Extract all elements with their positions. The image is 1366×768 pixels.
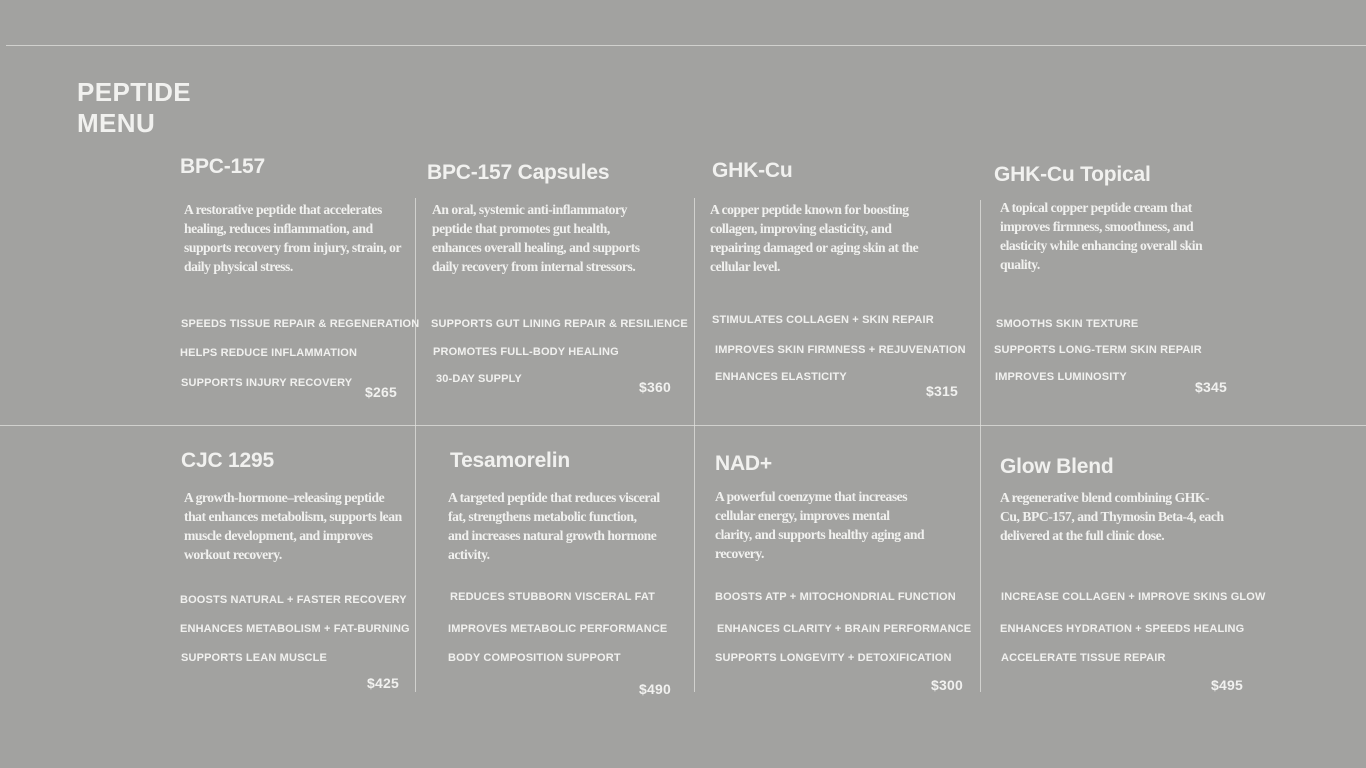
product-feature: ENHANCES CLARITY + BRAIN PERFORMANCE [717,623,972,635]
product-feature: IMPROVES SKIN FIRMNESS + REJUVENATION [715,344,966,356]
product-description: A targeted peptide that reduces visceral fat, strengthens metabolic function, and increases natural growth hormone activity. [448,490,660,562]
product-name: GHK-Cu [712,159,793,182]
product-feature: ENHANCES HYDRATION + SPEEDS HEALING [1000,623,1245,635]
product-feature: SMOOTHS SKIN TEXTURE [996,318,1139,330]
product-description: A copper peptide known for boosting collagen, improving elasticity, and repairing damaged or aging skin at the cellular level. [710,202,919,274]
product-feature: BOOSTS NATURAL + FASTER RECOVERY [180,594,407,606]
product-feature: ENHANCES ELASTICITY [715,371,847,383]
page-title-line: PEPTIDE [77,77,192,107]
page-title-line: MENU [77,108,156,138]
product-feature: SUPPORTS LONGEVITY + DETOXIFICATION [715,652,952,664]
product-name: NAD+ [715,452,772,475]
product-price: $360 [639,379,671,395]
product-description: A restorative peptide that accelerates healing, reduces inflammation, and supports recovery from injury, strain, or daily physical stress. [184,202,401,274]
middle-divider [0,425,1366,426]
column-divider [980,200,981,692]
product-description: An oral, systemic anti-inflammatory peptide that promotes gut health, enhances overall healing, and supports daily recovery from internal stressors. [432,202,640,274]
product-feature: PROMOTES FULL-BODY HEALING [433,346,619,358]
product-feature: BOOSTS ATP + MITOCHONDRIAL FUNCTION [715,591,956,603]
product-price: $315 [926,383,958,399]
product-feature: ACCELERATE TISSUE REPAIR [1001,652,1166,664]
product-price: $495 [1211,677,1243,693]
product-name: BPC-157 Capsules [427,161,610,184]
product-feature: SUPPORTS INJURY RECOVERY [181,377,353,389]
product-feature: STIMULATES COLLAGEN + SKIN REPAIR [712,314,934,326]
product-description: A powerful coenzyme that increases cellular energy, improves mental clarity, and supports healthy aging and recovery. [715,489,925,561]
product-price: $265 [365,384,397,400]
product-feature: 30-DAY SUPPLY [436,373,522,385]
product-name: CJC 1295 [181,449,274,472]
column-divider [694,198,695,692]
product-name: BPC-157 [180,155,265,178]
product-name: GHK-Cu Topical [994,163,1151,186]
page-title [77,77,191,139]
product-description: A regenerative blend combining GHK-Cu, BPC-157, and Thymosin Beta-4, each delivered at the full clinic dose. [1000,490,1224,543]
product-price: $490 [639,681,671,697]
product-price: $300 [931,677,963,693]
top-divider [6,45,1366,46]
product-price: $345 [1195,379,1227,395]
product-name: Tesamorelin [450,449,570,472]
product-description: A growth-hormone–releasing peptide that enhances metabolism, supports lean muscle development, and improves workout recovery. [184,490,402,562]
column-divider [415,198,416,692]
product-feature: IMPROVES METABOLIC PERFORMANCE [448,623,668,635]
product-name: Glow Blend [1000,455,1114,478]
product-feature: IMPROVES LUMINOSITY [995,371,1127,383]
product-feature: SPEEDS TISSUE REPAIR & REGENERATION [181,318,420,330]
product-feature: REDUCES STUBBORN VISCERAL FAT [450,591,656,603]
product-feature: BODY COMPOSITION SUPPORT [448,652,621,664]
product-feature: SUPPORTS LEAN MUSCLE [181,652,328,664]
product-description: A topical copper peptide cream that improves firmness, smoothness, and elasticity while enhancing overall skin quality. [1000,200,1203,272]
product-price: $425 [367,675,399,691]
product-feature: ENHANCES METABOLISM + FAT-BURNING [180,623,410,635]
product-feature: SUPPORTS LONG-TERM SKIN REPAIR [994,344,1202,356]
product-feature: SUPPORTS GUT LINING REPAIR & RESILIENCE [431,318,688,330]
product-feature: INCREASE COLLAGEN + IMPROVE SKINS GLOW [1001,591,1266,603]
product-feature: HELPS REDUCE INFLAMMATION [180,347,358,359]
